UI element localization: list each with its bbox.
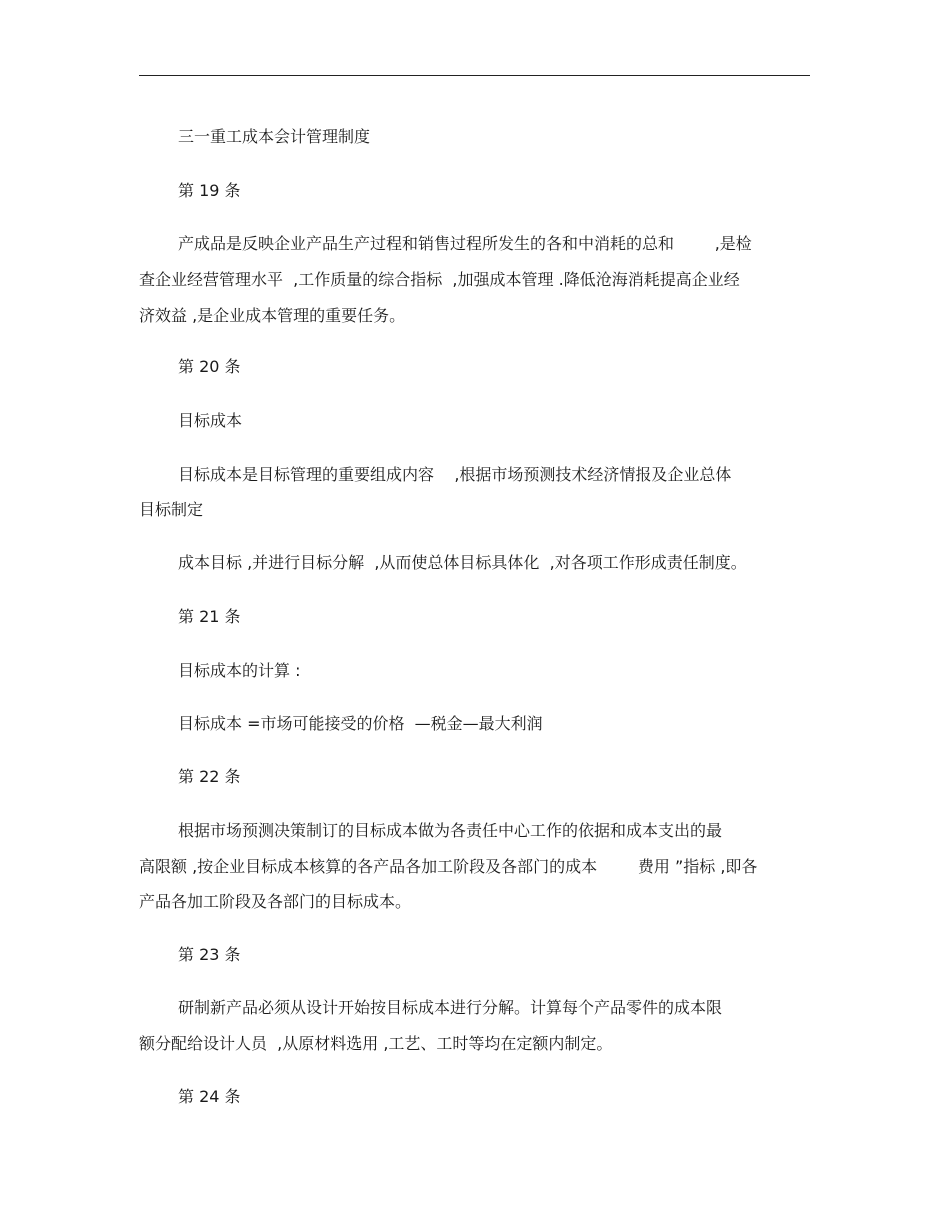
paragraph-line: 产成品是反映企业产品生产过程和销售过程所发生的各和中消耗的总和 ,是检: [178, 234, 752, 253]
paragraph-line: 成本目标 ,并进行目标分解 ,从而使总体目标具体化 ,对各项工作形成责任制度。: [178, 553, 747, 572]
section-heading: 目标成本: [178, 411, 243, 430]
paragraph-line: 目标成本的计算 :: [178, 661, 301, 680]
document-title: 三一重工成本会计管理制度: [178, 127, 371, 146]
paragraph-line: 额分配给设计人员 ,从原材料选用 ,工艺、工时等均在定额内制定。: [139, 1034, 613, 1053]
paragraph-line: 根据市场预测决策制订的目标成本做为各责任中心工作的依据和成本支出的最: [178, 821, 723, 840]
article-heading-21: 第 21 条: [178, 607, 241, 626]
paragraph-line: 查企业经营管理水平 ,工作质量的综合指标 ,加强成本管理 .降低沧海消耗提高企业经: [139, 270, 740, 289]
article-heading-22: 第 22 条: [178, 767, 241, 786]
article-heading-23: 第 23 条: [178, 945, 241, 964]
paragraph-line: 目标制定: [139, 500, 204, 519]
paragraph-line: 目标成本是目标管理的重要组成内容 ,根据市场预测技术经济情报及企业总体: [178, 465, 732, 484]
header-rule: [139, 75, 810, 76]
article-heading-20: 第 20 条: [178, 357, 241, 376]
paragraph-line: 产品各加工阶段及各部门的目标成本。: [139, 892, 412, 911]
paragraph-line: 高限额 ,按企业目标成本核算的各产品各加工阶段及各部门的成本 费用 ”指标 ,即各: [139, 857, 758, 876]
formula-line: 目标成本 =市场可能接受的价格 —税金—最大利润: [178, 714, 543, 733]
paragraph-line: 研制新产品必须从设计开始按目标成本进行分解。计算每个产品零件的成本限: [178, 998, 723, 1017]
article-heading-19: 第 19 条: [178, 181, 241, 200]
article-heading-24: 第 24 条: [178, 1087, 241, 1106]
paragraph-line: 济效益 ,是企业成本管理的重要任务。: [139, 306, 406, 325]
